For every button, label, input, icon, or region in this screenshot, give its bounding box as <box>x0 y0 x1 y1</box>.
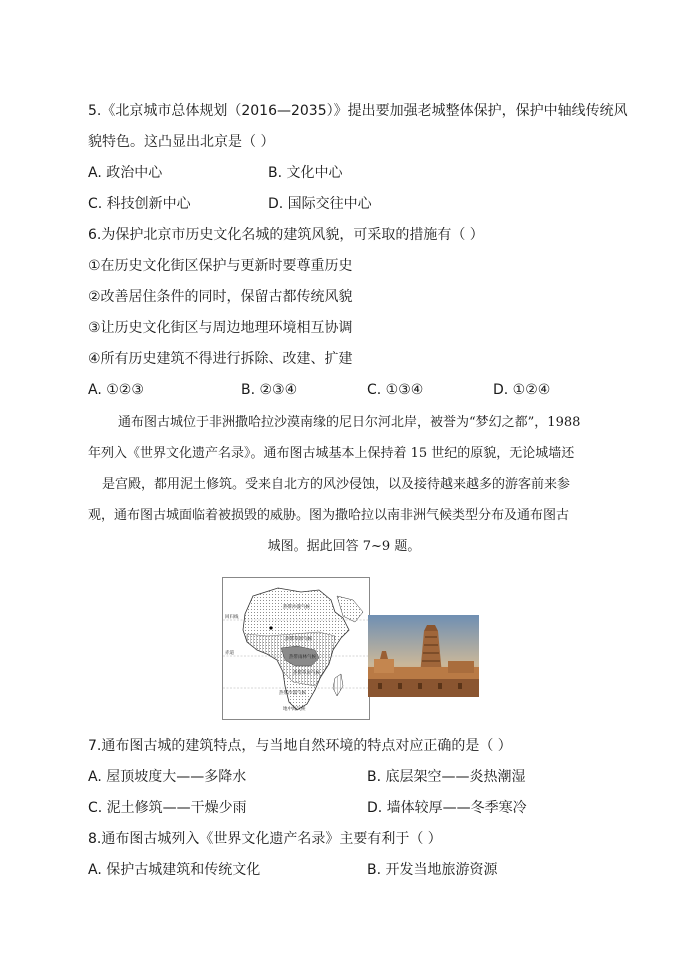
passage-line-3: 是宫殿，都用泥土修筑。受来自北方的风沙侵蚀，以及接待越来越多的游客前来参 <box>102 477 571 492</box>
q5-option-d: D. 国际交往中心 <box>268 196 372 212</box>
q5-option-c: C. 科技创新中心 <box>88 196 191 212</box>
map-label-mediterranean: 地中海气候 <box>283 707 306 712</box>
map-label-savanna-north: 热带草原气候 <box>285 637 312 642</box>
q7-option-d: D. 墙体较厚——冬季寒冷 <box>367 800 527 816</box>
q6-option-c: C. ①③④ <box>367 382 424 398</box>
q8-option-a: A. 保护古城建筑和传统文化 <box>88 862 261 878</box>
map-label-equator: 赤道 <box>225 651 234 656</box>
q8-option-b: B. 开发当地旅游资源 <box>367 862 498 878</box>
passage-line-1: 通布图古城位于非洲撒哈拉沙漠南缘的尼日尔河北岸，被誉为“梦幻之都”，1988 <box>118 415 581 430</box>
q5-stem-line2: 貌特色。这凸显出北京是（ ） <box>88 134 275 150</box>
map-label-savanna-south: 热带草原气候 <box>293 671 320 676</box>
map-label-desert-south: 热带沙漠气候 <box>279 691 306 696</box>
q6-item-4: ④所有历史建筑不得进行拆除、改建、扩建 <box>88 351 353 367</box>
q6-item-2: ②改善居住条件的同时，保留古都传统风貌 <box>88 289 353 305</box>
timbuktu-marker <box>269 626 272 629</box>
map-label-desert-north: 热带沙漠气候 <box>283 605 310 610</box>
q7-option-c: C. 泥土修筑——干燥少雨 <box>88 800 247 816</box>
timbuktu-photo <box>368 615 479 697</box>
q6-option-d: D. ①②④ <box>493 382 551 398</box>
climate-map <box>222 577 370 720</box>
q6-item-1: ①在历史文化街区保护与更新时要尊重历史 <box>88 258 353 274</box>
passage-line-5: 城图。据此回答 7~9 题。 <box>267 539 421 554</box>
q7-option-b: B. 底层架空——炎热潮湿 <box>367 769 526 785</box>
map-label-rainforest: 热带雨林气候 <box>289 655 316 660</box>
q5-stem-line1: 5.《北京城市总体规划（2016—2035）》提出要加强老城整体保护，保护中轴线传统风 <box>88 103 628 119</box>
madagascar <box>333 674 343 696</box>
q7-stem: 7.通布图古城的建筑特点，与当地自然环境的特点对应正确的是（ ） <box>88 738 512 754</box>
q5-option-b: B. 文化中心 <box>268 165 343 181</box>
q5-option-a: A. 政治中心 <box>88 165 163 181</box>
q6-item-3: ③让历史文化街区与周边地理环境相互协调 <box>88 320 353 336</box>
map-label-tropic: 回归线 <box>225 615 239 620</box>
q8-stem: 8.通布图古城列入《世界文化遗产名录》主要有利于（ ） <box>88 831 442 847</box>
q6-option-a: A. ①②③ <box>88 382 144 398</box>
q6-stem: 6.为保护北京市历史文化名城的建筑风貌，可采取的措施有（ ） <box>88 227 484 243</box>
q7-option-a: A. 屋顶坡度大——多降水 <box>88 769 247 785</box>
passage-line-2: 年列入《世界文化遗产名录》。通布图古城基本上保持着 15 世纪的原貌，无论城墙还 <box>88 446 575 461</box>
passage-line-4: 观，通布图古城面临着被损毁的威胁。图为撒哈拉以南非洲气候类型分布及通布图古 <box>88 508 570 523</box>
q6-option-b: B. ②③④ <box>241 382 298 398</box>
